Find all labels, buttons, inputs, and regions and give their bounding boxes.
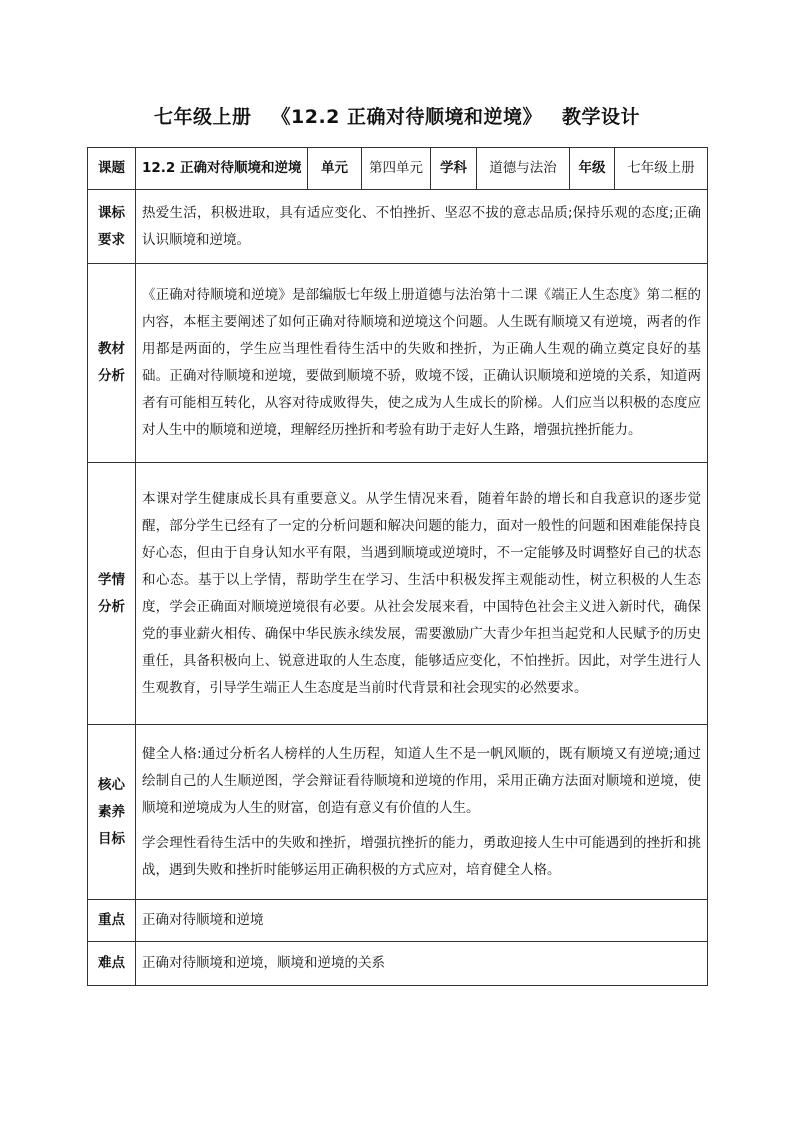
core-goals-text: [136, 725, 708, 900]
key-point-row: [88, 900, 708, 942]
unit-label: 单元: [308, 148, 362, 190]
title-design: 教学设计: [562, 106, 641, 128]
grade-value: 七年级上册: [615, 148, 708, 190]
difficulty-row: [88, 942, 708, 986]
core-goals-paragraph-2: 学会理性看待生活中的失败和挫折，增强抗挫折的能力，勇敢迎接人生中可能遇到的挫折和挑战，遇到失败和挫折时能够运用正确积极的方式应对，培育健全人格。: [142, 834, 701, 878]
learners-label: [88, 463, 136, 725]
curriculum-row: [88, 190, 708, 264]
subject-value: 道德与法治: [477, 148, 570, 190]
subject-label: 学科: [431, 148, 477, 190]
learners-label-line-2: 分析: [98, 598, 125, 615]
curriculum-label: [88, 190, 136, 264]
textbook-label-line-2: 分析: [98, 368, 125, 384]
key-point-label: 重点: [88, 900, 136, 942]
title-grade: 七年级上册: [153, 106, 252, 128]
core-goals-label: [88, 725, 136, 900]
core-label-line-1: 核心: [98, 776, 125, 793]
topic-label: 课题: [88, 148, 136, 190]
learners-row: [88, 463, 708, 725]
textbook-text: 《正确对待顺境和逆境》是部编版七年级上册道德与法治第十二课《端正人生态度》第二框的内容，本框主要阐述了如何正确对待顺境和逆境这个问题。人生既有顺境又有逆境，两者的作用都是两面的，学生应当理性看待生活中的失败和挫折，为正确人生观的确立奠定良好的基础。正确对待顺境和逆境，要做到顺境不骄，败境不馁，正确认识顺境和逆境的关系，知道两者有可能相互转化，从容对待成败得失，使之成为人生成长的阶梯。人们应当以积极的态度应对人生中的顺境和逆境，理解经历挫折和考验有助于走好人生路，增强抗挫折能力。: [136, 264, 708, 463]
document-title: [0, 102, 794, 129]
difficulty-text: 正确对待顺境和逆境，顺境和逆境的关系: [136, 942, 708, 986]
core-label-line-2: 素养: [98, 803, 125, 820]
textbook-label-line-1: 教材: [98, 341, 125, 357]
difficulty-label: 难点: [88, 942, 136, 986]
key-point-text: 正确对待顺境和逆境: [136, 900, 708, 942]
lesson-plan-table: [87, 147, 708, 986]
grade-label: 年级: [570, 148, 615, 190]
curriculum-text: 热爱生活，积极进取，具有适应变化、不怕挫折、坚忍不拔的意志品质;保持乐观的态度;正确认识顺境和逆境。: [136, 190, 708, 264]
header-row: [88, 148, 708, 190]
topic-value: 12.2 正确对待顺境和逆境: [136, 148, 308, 190]
core-label-line-3: 目标: [98, 830, 125, 847]
curriculum-label-line-1: 课标: [98, 204, 125, 221]
learners-text: 本课对学生健康成长具有重要意义。从学生情况来看，随着年龄的增长和自我意识的逐步觉醒，部分学生已经有了一定的分析问题和解决问题的能力，面对一般性的问题和困难能保持良好心态，但由于自身认知水平有限，当遇到顺境或逆境时，不一定能够及时调整好自己的状态和心态。基于以上学情，帮助学生在学习、生活中积极发挥主观能动性，树立积极的人生态度，学会正确面对顺境逆境很有必要。从社会发展来看，中国特色社会主义进入新时代，确保党的事业薪火相传、确保中华民族永续发展，需要激励广大青少年担当起党和人民赋予的历史重任，具备积极向上、锐意进取的人生态度，能够适应变化，不怕挫折。因此，对学生进行人生观教育，引导学生端正人生态度是当前时代背景和社会现实的必然要求。: [136, 463, 708, 725]
learners-label-line-1: 学情: [98, 571, 125, 588]
core-goals-paragraph-1: 健全人格:通过分析名人榜样的人生历程，知道人生不是一帆风顺的，既有顺境又有逆境;通过绘制自己的人生顺逆图，学会辩证看待顺境和逆境的作用，采用正确方法面对顺境和逆境，使顺境和逆境成为人生的财富，创造有意义有价值的人生。: [142, 745, 701, 816]
textbook-label: [88, 264, 136, 463]
unit-value: 第四单元: [362, 148, 431, 190]
core-goals-row: [88, 725, 708, 900]
curriculum-label-line-2: 要求: [98, 231, 125, 248]
title-lesson: 《12.2 正确对待顺境和逆境》: [271, 106, 542, 128]
textbook-row: [88, 264, 708, 463]
